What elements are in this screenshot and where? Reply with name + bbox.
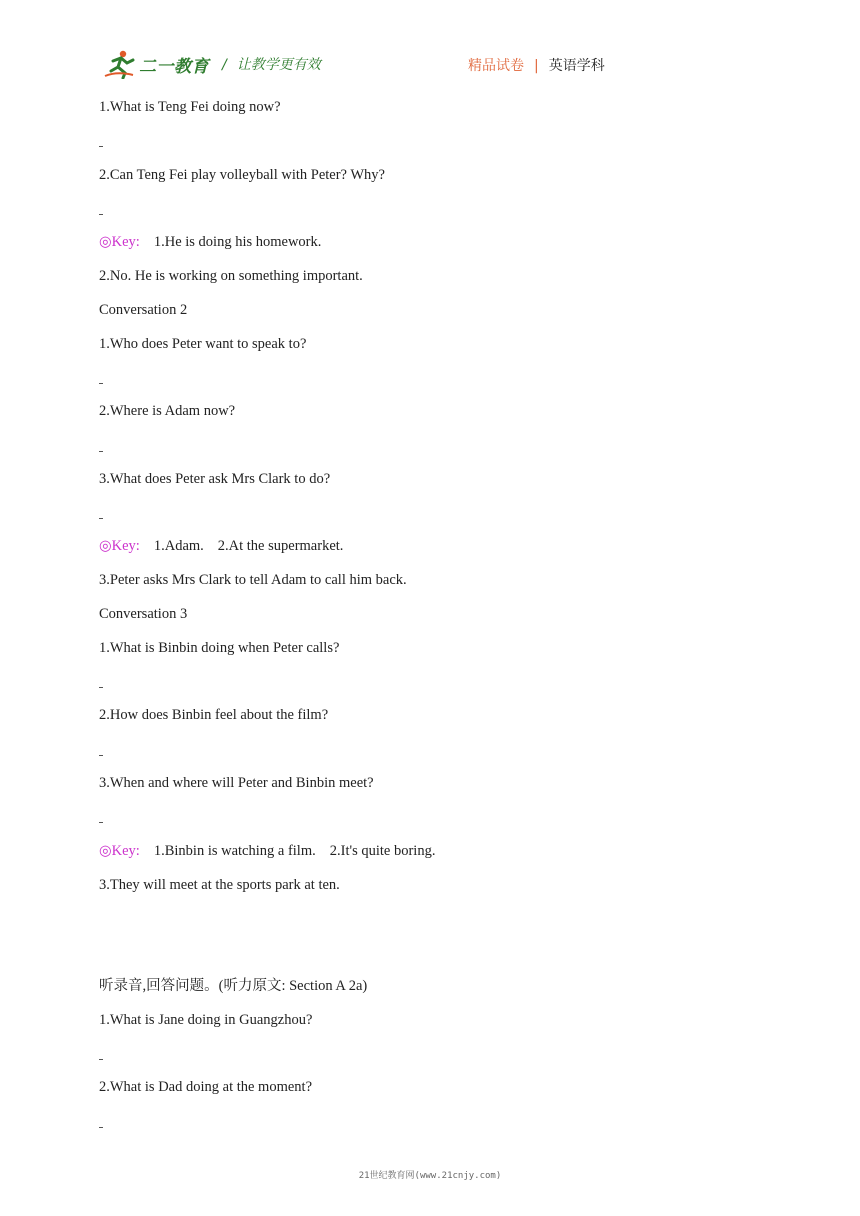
key-answer-c3-2: 3.They will meet at the sports park at ten. xyxy=(99,877,340,893)
header-separator: | xyxy=(534,58,539,74)
key-answer: 2.It's quite boring. xyxy=(329,843,436,859)
answer-blank xyxy=(99,822,103,823)
answer-blank xyxy=(99,1059,103,1060)
question-s-1: 1.What is Jane doing in Guangzhou? xyxy=(99,1012,313,1028)
question-c2-1: 1.Who does Peter want to speak to? xyxy=(99,336,307,352)
key-answer: 1.He is doing his homework. xyxy=(153,234,322,250)
question-c1-2: 2.Can Teng Fei play volleyball with Peter? Why? xyxy=(99,167,385,183)
key-label: ◎Key: xyxy=(99,234,140,250)
logo-text: 二一教育 xyxy=(139,56,209,77)
answer-blank xyxy=(99,755,103,756)
question-c3-2: 2.How does Binbin feel about the film? xyxy=(99,707,329,723)
answer-blank xyxy=(99,687,103,688)
key-line-c1 xyxy=(99,233,321,251)
slogan-text: 让教学更有效 xyxy=(236,57,321,73)
question-c2-3: 3.What does Peter ask Mrs Clark to do? xyxy=(99,471,331,487)
question-c2-2: 2.Where is Adam now? xyxy=(99,403,236,419)
conversation-2-title: Conversation 2 xyxy=(99,302,188,318)
slogan xyxy=(222,54,321,74)
key-answer: 2.At the supermarket. xyxy=(217,538,344,554)
question-s-2: 2.What is Dad doing at the moment? xyxy=(99,1079,313,1095)
question-c3-1: 1.What is Binbin doing when Peter calls? xyxy=(99,640,340,656)
brand-logo xyxy=(103,48,209,80)
subject-label: 英语学科 xyxy=(548,58,605,74)
key-answer: 1.Adam. xyxy=(153,538,204,554)
conversation-3-title: Conversation 3 xyxy=(99,606,188,622)
answer-blank xyxy=(99,383,103,384)
answer-blank xyxy=(99,518,103,519)
premium-label: 精品试卷 xyxy=(468,58,524,74)
page-footer: 21世纪教育网(www.21cnjy.com) xyxy=(358,1171,502,1181)
header-right xyxy=(468,55,605,75)
key-answer-c2-2: 3.Peter asks Mrs Clark to tell Adam to call him back. xyxy=(99,572,407,588)
answer-blank xyxy=(99,146,103,147)
key-answer-c1-2: 2.No. He is working on something important. xyxy=(99,268,363,284)
answer-blank xyxy=(99,214,103,215)
page-header xyxy=(0,0,860,90)
question-c3-3: 3.When and where will Peter and Binbin meet? xyxy=(99,775,374,791)
runner-logo-icon xyxy=(103,49,137,79)
section-instruction: 听录音,回答问题。(听力原文: Section A 2a) xyxy=(99,978,368,994)
key-answer: 1.Binbin is watching a film. xyxy=(153,843,316,859)
key-label: ◎Key: xyxy=(99,538,140,554)
slogan-slash: / xyxy=(222,57,227,73)
answer-blank xyxy=(99,451,103,452)
key-line-c2 xyxy=(99,537,343,555)
question-c1-1: 1.What is Teng Fei doing now? xyxy=(99,99,281,115)
answer-blank xyxy=(99,1127,103,1128)
key-label: ◎Key: xyxy=(99,843,140,859)
key-line-c3 xyxy=(99,842,435,860)
